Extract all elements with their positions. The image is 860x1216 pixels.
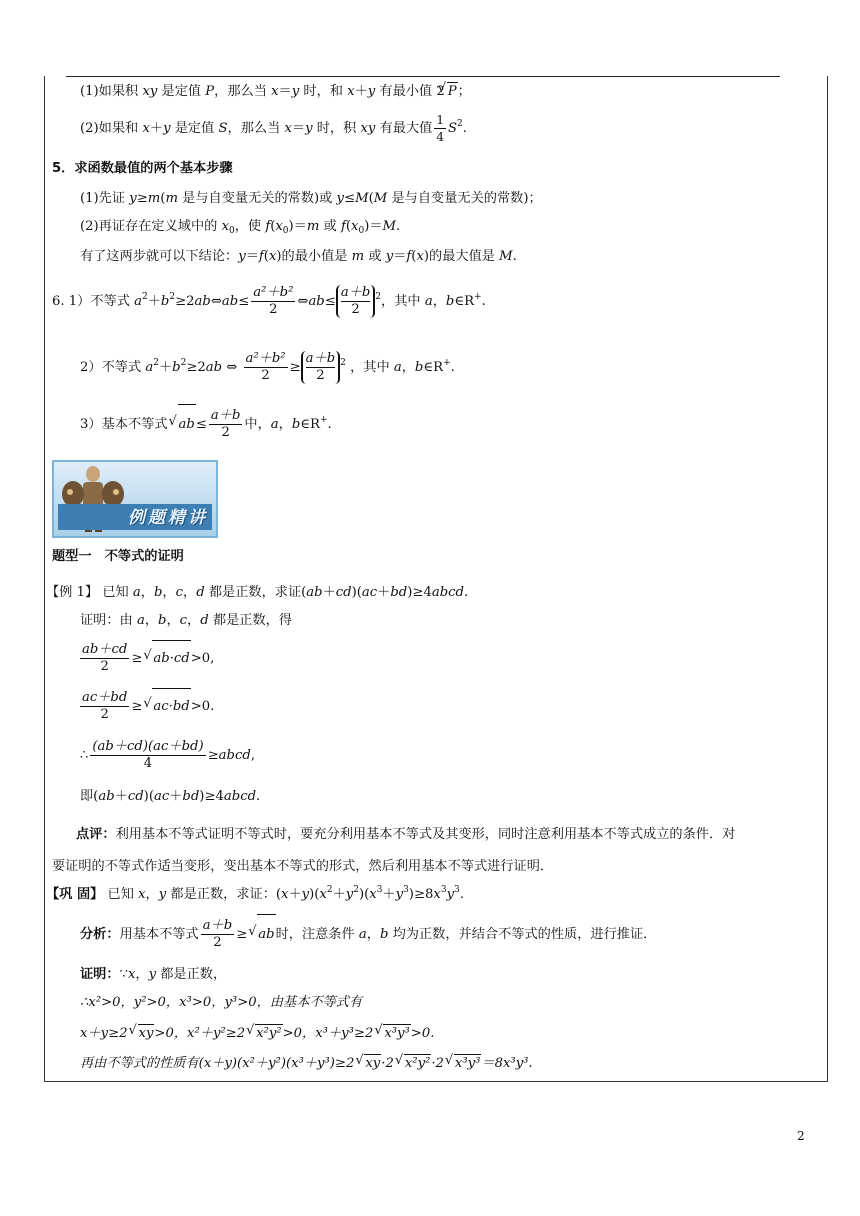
inequality-3: 3）基本不等式√ ab≤ $\frac{a+b}{2}$ 中，a，b∈R+. [80, 404, 332, 445]
page-number: 2 [797, 1129, 805, 1143]
consolidation-statement: 【巩 固】 已知 x，y 都是正数，求证：$(x+y)(x^2+y^2)(x^3+y^3)\ge 8x^3y^3$. [46, 885, 464, 902]
rule-1-min: (1)如果积 xy 是定值 P，那么当 x＝y 时，和 x＋y 有最小值 2√ P； [80, 82, 471, 101]
comment-line-2: 要证明的不等式作适当变形，变出基本不等式的形式，然后利用基本不等式进行证明． [52, 859, 554, 874]
proof-2-step-1: ∴x²>0，y²>0，x³>0，y³>0，由基本不等式有 [80, 995, 363, 1010]
proof-2-conclusion: 再由不等式的性质有(x＋y)(x²＋y²)(x³＋y³)≥2√ xy·2√ x²y²·2√ x³y³＝8x³y³. [80, 1054, 533, 1073]
analysis: 分析：用基本不等式 $\frac{a+b}{2}$ ≥√ ab时，注意条件 a，b 均为正数，并结合不等式的性质，进行推证． [80, 914, 656, 955]
step-2: (2)再证存在定义域中的 $x_0$，使 $f(x_0)=m$ 或 $f(x_0)=M$. [80, 219, 401, 236]
comment-line-1: 点评：利用基本不等式证明不等式时，要充分利用基本不等式及其变形，同时注意利用基本不等式成立的条件．对 [76, 827, 736, 842]
example-1-statement: 【例 1】 已知 a，b，c，d 都是正数，求证(ab＋cd)(ac＋bd)≥4abcd. [46, 585, 469, 600]
type-1-heading: 题型一 不等式的证明 [52, 549, 184, 564]
proof-2-step-2: x＋y≥2√ xy>0，x²＋y²≥2√ x²y²>0，x³＋y³≥2√ x³y³>0. [80, 1024, 434, 1043]
proof-1-step-2: $\frac{ac+bd}{2}$ ≥√ ac·bd>0. [80, 688, 214, 725]
proof-1-step-3: ∴ $\frac{(ab+cd)(ac+bd)}{4}$ ≥abcd, [80, 739, 256, 771]
section-5-heading: 5．求函数最值的两个基本步骤 [52, 161, 233, 176]
inequality-1: 6. 1）不等式 $a^2+b^2\ge 2ab\Leftrightarrow ab\le$ $\frac{\text{a²＋b²}}{2}$ ⇔ab≤ $\frac{a+b}{2}$ $^2$，其中 a，b∈R+. [52, 285, 486, 317]
proof-1-conclusion: 即(ab＋cd)(ac＋bd)≥4abcd. [80, 789, 261, 804]
proof-2-intro: 证明：∵x，y 都是正数， [80, 967, 227, 982]
rule-2-max: (2)如果和 x＋y 是定值 S，那么当 x＝y 时，积 xy 有最大值 $\frac{1}{4}$ $S^2$. [80, 113, 467, 144]
step-1: (1)先证 y≥m(m 是与自变量无关的常数)或 y≤M(M 是与自变量无关的常数)； [80, 191, 542, 206]
inequality-2: 2）不等式 $a^2+b^2\ge 2ab$ ⇔ $\frac{\text{a²＋b²}}{2}$ ≥ $\frac{a+b}{2}$ $^2$ ，其中 a，b∈R+. [80, 351, 455, 383]
step-conclusion: 有了这两步就可以下结论：y＝f(x)的最小值是 m 或 y＝f(x)的最大值是 M. [80, 249, 517, 264]
examples-banner [52, 460, 218, 538]
proof-1-step-1: $\frac{ab+cd}{2}$ ≥√ ab·cd>0, [80, 640, 214, 677]
proof-1-intro: 证明：由 a，b，c，d 都是正数，得 [80, 613, 293, 628]
banner-title: 例题精讲 [128, 508, 208, 528]
